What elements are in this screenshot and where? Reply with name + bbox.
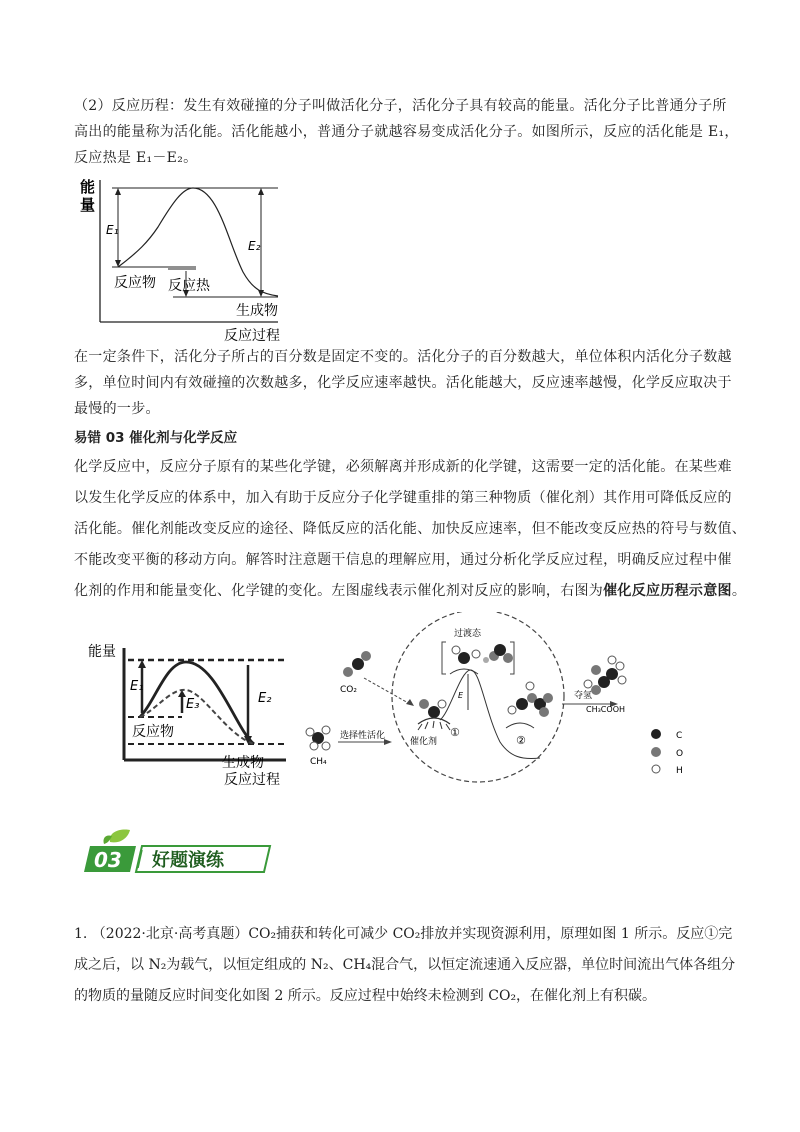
fig2-e3-arrowhead <box>178 690 186 697</box>
question-1-line-2: 成之后，以 N₂为载气，以恒定组成的 N₂、CH₄混合气，以恒定流速通入反应器，单位时间流出气体各组分 <box>74 957 736 973</box>
fig1-e2-label: E₂ <box>248 239 261 253</box>
fig1-e2-arrowhead-bottom <box>258 290 264 297</box>
para3-line-5-bold: 催化反应历程示意图 <box>603 583 732 599</box>
banner-number: 03 <box>94 848 122 872</box>
fig1-reactant-label: 反应物 <box>114 275 156 291</box>
para3-line-5-c: 。 <box>731 583 747 599</box>
e-label: E <box>458 691 464 700</box>
catalytic-mechanism-diagram <box>300 612 720 787</box>
question-1-line-3: 的物质的量随反应时间变化如图 2 所示。反应过程中始终未检测到 CO₂，在催化剂上有积碳。 <box>74 988 657 1004</box>
legend-h-label: H <box>676 766 683 776</box>
question-1-line-1: 1. （2022·北京·高考真题）CO₂捕获和转化可减少 CO₂排放并实现资源利用，原理如图 1 所示。反应①完 <box>74 926 733 942</box>
legend-o-label: O <box>676 749 684 759</box>
ch4-arrowhead <box>384 739 392 745</box>
para2-line-1: 在一定条件下，活化分子所占的百分数是固定不变的。活化分子的百分数越大，单位体积内活化分子数越 <box>74 349 732 365</box>
question-1 <box>74 919 734 1012</box>
section-heading-03: 易错 03 催化剂与化学反应 <box>74 430 238 446</box>
fig2-e3-label: E₃ <box>186 697 200 712</box>
section-banner <box>84 828 274 876</box>
fig1-y-label-1: 能 <box>80 178 96 196</box>
catalyst-label: 催化剂 <box>410 737 438 747</box>
co2-label: CO₂ <box>340 685 357 695</box>
fig1-e1-label: E₁ <box>106 223 119 237</box>
activation-paragraph <box>74 344 734 422</box>
fig1-e2-arrowhead-top <box>258 188 264 195</box>
intro-paragraph <box>74 93 739 171</box>
fig1-e1-arrowhead-top <box>115 188 121 195</box>
co2-dashed-arrow <box>364 678 410 704</box>
fig2-e1-label: E₁ <box>130 679 144 694</box>
fig2-e2-label: E₂ <box>258 691 272 706</box>
para3-line-2: 以发生化学反应的体系中，加入有助于反应分子化学键重排的第三种物质（催化剂）其作用可降低反应的 <box>74 490 732 506</box>
ch4-label: CH₄ <box>310 757 327 767</box>
intro-line-1: （2）反应历程：发生有效碰撞的分子叫做活化分子，活化分子具有较高的能量。活化分子比普通分子所 <box>74 98 727 114</box>
fig2-x-label: 反应过程 <box>224 772 280 788</box>
para3-line-5-a: 化剂的作用和能量变化、化学键的变化。左图虚线表示催化剂对反应的影响，右图为 <box>74 583 604 599</box>
step1-label: ① <box>450 726 460 739</box>
legend-c-label: C <box>676 731 683 741</box>
fig2-product-label: 生成物 <box>222 755 264 771</box>
ts-bracket-left <box>442 642 446 674</box>
acetic-acid-molecule <box>584 656 626 695</box>
para2-line-3: 最慢的一步。 <box>74 401 160 417</box>
fig1-y-label-2: 量 <box>80 196 96 214</box>
para3-line-4: 不能改变平衡的移动方向。解答时注意题干信息的理解应用，通过分析化学反应过程，明确反应过程中催 <box>74 552 732 568</box>
step2-label: ② <box>516 734 526 747</box>
co2-arrowhead <box>406 699 414 706</box>
para3-line-5 <box>74 576 747 607</box>
atom-legend <box>651 729 661 773</box>
adsorbed-species-1 <box>418 699 450 730</box>
intro-line-3: 反应热是 E₁－E₂。 <box>74 150 198 166</box>
energy-diagram-catalyst <box>86 640 296 790</box>
select-activation-label: 选择性活化 <box>340 731 386 741</box>
adsorbed-species-2 <box>506 682 553 728</box>
transition-state-molecule <box>450 644 513 674</box>
para2-line-2: 多，单位时间内有效碰撞的次数越多，化学反应速率越快。活化能越大，反应速率越慢，化学反应取决于 <box>74 375 732 391</box>
fig1-x-label: 反应过程 <box>224 328 280 344</box>
catalyst-paragraph <box>74 452 747 607</box>
fig1-heat-label: 反应热 <box>168 278 210 294</box>
ch4-molecule <box>306 726 330 750</box>
leaf-icon <box>110 830 130 843</box>
banner-title: 好题演练 <box>152 850 224 871</box>
take-h-label: 夺氢 <box>574 691 593 701</box>
fig2-reactant-label: 反应物 <box>132 724 174 740</box>
para3-line-1: 化学反应中，反应分子原有的某些化学键，必须解离并形成新的化学键，这需要一定的活化能。在某些难 <box>74 459 732 475</box>
intro-line-2: 高出的能量称为活化能。活化能越小，普通分子就越容易变成活化分子。如图所示，反应的活化能是 E₁， <box>74 124 739 140</box>
energy-diagram-1 <box>78 172 318 347</box>
fig2-y-label: 能量 <box>88 644 116 660</box>
transition-state-label: 过渡态 <box>454 629 482 639</box>
co2-molecule <box>343 651 371 677</box>
acetic-acid-label: CH₃COOH <box>586 705 626 714</box>
para3-line-3: 活化能。催化剂能改变反应的途径、降低反应的活化能、加快反应速率，但不能改变反应热的符号与数值、 <box>74 521 747 537</box>
fig1-product-label: 生成物 <box>236 303 278 319</box>
